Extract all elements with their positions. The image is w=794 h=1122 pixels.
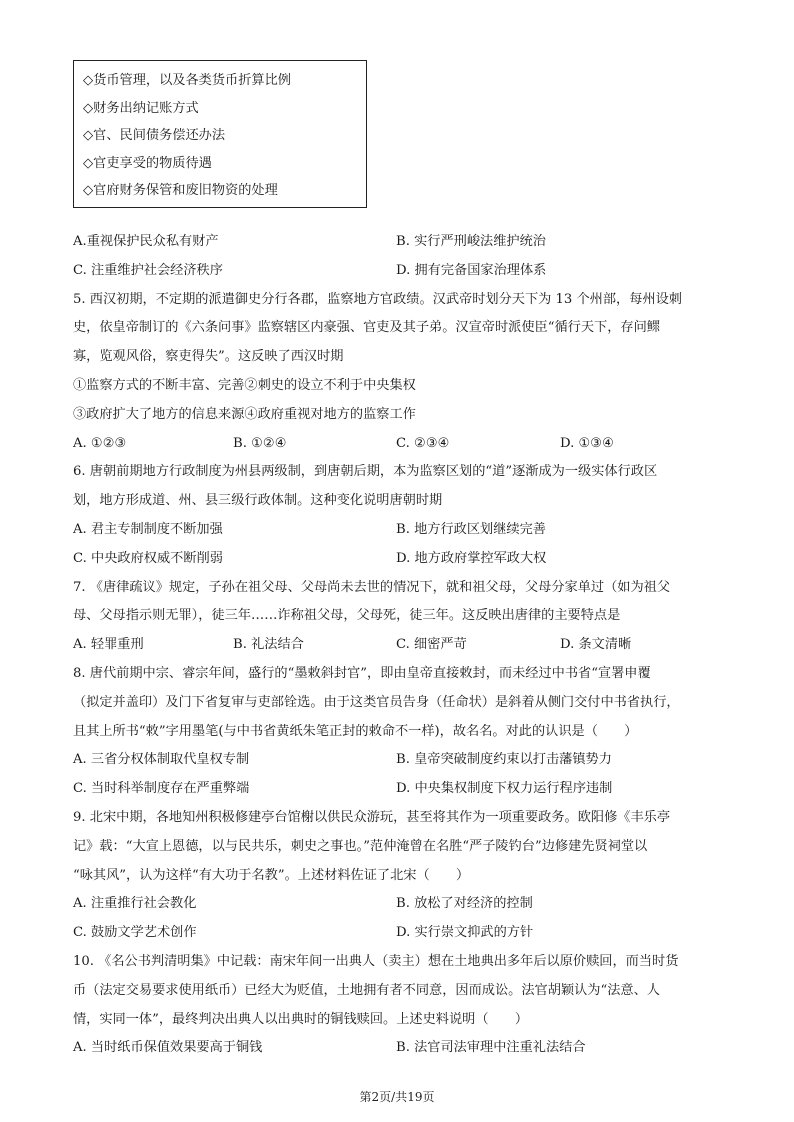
q6-options-row-2 bbox=[73, 545, 733, 574]
material-box bbox=[73, 60, 367, 208]
q8-options-row-2 bbox=[73, 775, 733, 804]
q10-stem-line: 10. 《名公书判清明集》中记载：南宋年间一出典人（卖主）想在土地典出多年后以原价赎回，而当时货 bbox=[73, 953, 679, 969]
q7-options-row bbox=[73, 631, 733, 660]
box-item: ◇财务出纳记账方式 bbox=[83, 100, 199, 116]
q6-stem-line: 划，地方形成道、州、县三级行政体制。这种变化说明唐朝时期 bbox=[73, 493, 443, 509]
q6-options-row-1 bbox=[73, 516, 733, 545]
q8-options-row-1 bbox=[73, 746, 733, 775]
q8-stem-line: 且其上所书“敕”字用墨笔(与中书省黄纸朱笔正封的敕命不一样)，故名名。对此的认识是（ ） bbox=[73, 723, 638, 739]
q8-option-d[interactable]: D. 中央集权制度下权力运行程序违制 bbox=[396, 781, 613, 797]
q6-option-b[interactable]: B. 地方行政区划继续完善 bbox=[396, 521, 546, 537]
q10-option-a[interactable]: A. 当时纸币保值效果要高于铜钱 bbox=[73, 1040, 263, 1056]
box-item: ◇货币管理，以及各类货币折算比例 bbox=[83, 73, 291, 88]
q4-option-b[interactable]: B. 实行严刑峻法维护统治 bbox=[396, 234, 546, 249]
q9-stem-line: 9. 北宋中期，各地知州积极修建亭台馆榭以供民众游玩，甚至将其作为一项重要政务。欧阳修《丰乐亭 bbox=[73, 809, 671, 825]
q6-option-c[interactable]: C. 中央政府权威不断削弱 bbox=[73, 550, 223, 566]
q5-statement-line: ③政府扩大了地方的信息来源④政府重视对地方的监察工作 bbox=[73, 406, 416, 422]
q8-option-b[interactable]: B. 皇帝突破制度约束以打击藩镇势力 bbox=[396, 752, 612, 768]
q7-option-b[interactable]: B. 礼法结合 bbox=[233, 637, 304, 653]
q7-stem-line: 母、父母指示则无罪），徒三年……诈称祖父母，父母死，徒三年。这反映出唐律的主要特点是 bbox=[73, 608, 621, 624]
q10-stem-line: 币（法定交易要求使用纸币）已经大为贬值，土地拥有者不同意，因而成讼。法官胡颖认为“法意、人 bbox=[73, 982, 660, 998]
q5-stem-line: 史，依皇帝制订的《六条问事》监察辖区内豪强、官吏及其子弟。汉宣帝时派使臣“循行天下，存问鳏 bbox=[73, 320, 660, 336]
q10-option-b[interactable]: B. 法官司法审理中注重礼法结合 bbox=[396, 1040, 586, 1056]
q9-options-row-2 bbox=[73, 919, 733, 948]
q9-stem-line: 记》载：“大宣上恩德，以与民共乐，刺史之事也。”范仲淹曾在名胜“严子陵钓台”边修建先贤祠堂以 bbox=[73, 838, 648, 854]
q6-option-d[interactable]: D. 地方政府掌控军政大权 bbox=[396, 550, 547, 566]
q5-option-b[interactable]: B. ①②④ bbox=[233, 435, 287, 451]
page-footer: 第2页/共19页 bbox=[359, 1090, 435, 1104]
q10-stem-line: 情，实同一体”，最终判决出典人以出典时的铜钱赎回。上述史料说明（ ） bbox=[73, 1011, 529, 1027]
q7-stem-line: 7. 《唐律疏议》规定，子孙在祖父母、父母尚未去世的情况下，就和祖父母，父母分家单过（如为祖父 bbox=[73, 579, 671, 595]
box-item: ◇官吏享受的物质待遇 bbox=[83, 155, 212, 171]
q9-option-b[interactable]: B. 放松了对经济的控制 bbox=[396, 896, 533, 912]
q7-option-c[interactable]: C. 细密严苛 bbox=[396, 637, 467, 653]
q8-stem-line: （拟定并盖印）及门下省复审与吏部铨选。由于这类官员告身（任命状）是斜着从侧门交付中书省执行， bbox=[73, 694, 680, 710]
q6-option-a[interactable]: A. 君主专制制度不断加强 bbox=[73, 521, 223, 537]
q4-option-a[interactable]: A.重视保护民众私有财产 bbox=[73, 234, 219, 249]
q5-option-c[interactable]: C. ②③④ bbox=[396, 435, 450, 451]
question-content bbox=[73, 228, 733, 1063]
q7-option-d[interactable]: D. 条文清晰 bbox=[560, 637, 632, 653]
q4-option-c[interactable]: C. 注重维护社会经济秩序 bbox=[73, 262, 223, 278]
q5-option-d[interactable]: D. ①③④ bbox=[560, 435, 614, 451]
q9-stem-line: “咏其风”，认为这样“有大功于名教”。上述材料佐证了北宋（ ） bbox=[73, 867, 470, 883]
q5-stem-line: 5. 西汉初期，不定期的派遣御史分行各郡，监察地方官政绩。汉武帝时划分天下为 13 个州部，每州设刺 bbox=[73, 291, 682, 307]
box-item: ◇官府财务保管和废旧物资的处理 bbox=[83, 183, 278, 198]
q8-option-a[interactable]: A. 三省分权体制取代皇权专制 bbox=[73, 752, 250, 768]
q4-options-row-2 bbox=[73, 257, 733, 286]
q5-statement-line: ①监察方式的不断丰富、完善②刺史的设立不利于中央集权 bbox=[73, 377, 416, 393]
q6-stem-line: 6. 唐朝前期地方行政制度为州县两级制，到唐朝后期，本为监察区划的“道”逐渐成为一级实体行政区 bbox=[73, 464, 658, 480]
q9-option-a[interactable]: A. 注重推行社会教化 bbox=[73, 896, 197, 912]
q7-option-a[interactable]: A. 轻罪重刑 bbox=[73, 637, 144, 653]
q5-stem-line: 寡，览观风俗，察吏得失”。这反映了西汉时期 bbox=[73, 349, 344, 365]
q5-option-a[interactable]: A. ①②③ bbox=[73, 435, 127, 451]
q10-options-row-1 bbox=[73, 1034, 733, 1063]
q9-option-c[interactable]: C. 鼓励文学艺术创作 bbox=[73, 925, 197, 941]
q4-options-row-1 bbox=[73, 228, 733, 257]
q8-option-c[interactable]: C. 当时科举制度存在严重弊端 bbox=[73, 781, 250, 797]
box-item: ◇官、民间债务偿还办法 bbox=[83, 128, 226, 143]
q8-stem-line: 8. 唐代前期中宗、睿宗年间，盛行的“墨敕斜封官”，即由皇帝直接敕封，而未经过中书省“宣署申覆 bbox=[73, 665, 651, 681]
q4-option-d[interactable]: D. 拥有完备国家治理体系 bbox=[396, 262, 547, 278]
q9-option-d[interactable]: D. 实行崇文抑武的方针 bbox=[396, 925, 534, 941]
q9-options-row-1 bbox=[73, 890, 733, 919]
q5-options-row bbox=[73, 430, 733, 459]
